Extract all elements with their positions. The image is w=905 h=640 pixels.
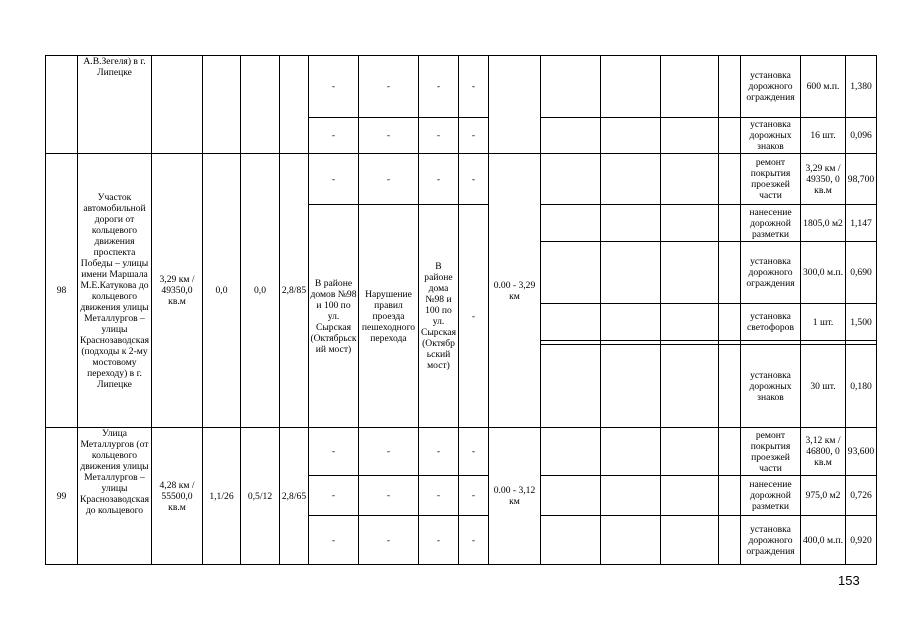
page-number: 153: [838, 573, 860, 588]
quantity-cell: 1805,0 м2: [801, 205, 846, 242]
cell: [541, 476, 601, 516]
length-cell: [152, 56, 203, 154]
cell: 0,0: [241, 154, 280, 428]
table-row: [46, 154, 877, 205]
cell: 1,1/26: [203, 428, 241, 565]
cost-cell: 0,096: [846, 118, 877, 154]
cell: [241, 56, 280, 154]
cell: -: [309, 56, 359, 118]
road-name-cell: А.В.Зегеля) в г. Липецке: [78, 56, 152, 154]
road-works-table: [45, 55, 877, 565]
cell: -: [459, 516, 489, 565]
cell: -: [459, 154, 489, 205]
row-number-cell: 99: [46, 428, 78, 565]
cell: [601, 476, 661, 516]
cell: [601, 345, 661, 428]
road-name-cell: Участок автомобильной дороги от кольцевого движения проспекта Победы – улицы имени Маршала М.Е.Катукова до кольцевого движения улицы Металлургов – улицы Краснозаводская (подходы к 2-му мостовому переходу) в г. Липецке: [78, 154, 152, 428]
cell: [601, 428, 661, 476]
cell: [601, 516, 661, 565]
cell: [661, 428, 719, 476]
quantity-cell: 975,0 м2: [801, 476, 846, 516]
cost-cell: 0,180: [846, 345, 877, 428]
cell: [541, 205, 601, 242]
row-number-cell: [46, 56, 78, 154]
cell: -: [459, 56, 489, 118]
cell: -: [459, 205, 489, 428]
cell: [601, 304, 661, 341]
cell: -: [309, 118, 359, 154]
range-cell: [489, 56, 541, 154]
cell: [719, 56, 741, 118]
cell: [719, 205, 741, 242]
cell: [541, 428, 601, 476]
quantity-cell: 300,0 м.п.: [801, 242, 846, 304]
cell: [719, 476, 741, 516]
cell: [601, 242, 661, 304]
cell: [661, 516, 719, 565]
quantity-cell: 400,0 м.п.: [801, 516, 846, 565]
cell: [541, 154, 601, 205]
cell: -: [359, 476, 419, 516]
cell: [661, 242, 719, 304]
cell: [541, 516, 601, 565]
cell: [719, 154, 741, 205]
work-type-cell: установка дорожного ограждения: [741, 56, 801, 118]
cell: -: [359, 428, 419, 476]
cell: [541, 56, 601, 118]
cell: [541, 304, 601, 341]
table-row: [46, 428, 877, 476]
cell: -: [419, 56, 459, 118]
quantity-cell: 30 шт.: [801, 345, 846, 428]
cell: -: [309, 516, 359, 565]
cost-cell: 0,920: [846, 516, 877, 565]
cell: [719, 304, 741, 341]
cell: -: [419, 476, 459, 516]
range-cell: 0.00 - 3,29 км: [489, 154, 541, 428]
cell: [601, 56, 661, 118]
row-number-cell: 98: [46, 154, 78, 428]
quantity-cell: 600 м.п.: [801, 56, 846, 118]
quantity-cell: 3,29 км / 49350, 0 кв.м: [801, 154, 846, 205]
cell: [601, 205, 661, 242]
cell: -: [359, 56, 419, 118]
length-cell: 3,29 км / 49350,0 кв.м: [152, 154, 203, 428]
cell: [661, 56, 719, 118]
cell: [601, 154, 661, 205]
cell: [280, 56, 309, 154]
cost-cell: 93,600: [846, 428, 877, 476]
road-name-cell: Улица Металлургов (от кольцевого движения улицы Металлургов – улицы Краснозаводская до кольцевого: [78, 428, 152, 565]
length-cell: 4,28 км / 55500,0 кв.м: [152, 428, 203, 565]
cell: [661, 205, 719, 242]
cell: [719, 428, 741, 476]
cell: [203, 56, 241, 154]
work-type-cell: установка дорожного ограждения: [741, 242, 801, 304]
cell: 0,5/12: [241, 428, 280, 565]
cell: [661, 476, 719, 516]
quantity-cell: 16 шт.: [801, 118, 846, 154]
work-type-cell: установка дорожных знаков: [741, 345, 801, 428]
cell: -: [459, 118, 489, 154]
cell: [719, 516, 741, 565]
cell: 0,0: [203, 154, 241, 428]
cell: -: [359, 516, 419, 565]
work-type-cell: установка дорожного ограждения: [741, 516, 801, 565]
cell: [719, 242, 741, 304]
cost-cell: 0,690: [846, 242, 877, 304]
cell: -: [359, 118, 419, 154]
cell: -: [419, 118, 459, 154]
cell: -: [459, 428, 489, 476]
quantity-cell: 1 шт.: [801, 304, 846, 341]
cell: -: [359, 154, 419, 205]
cell: 2,8/65: [280, 428, 309, 565]
cell: -: [309, 428, 359, 476]
table-row: [46, 56, 877, 118]
cell: [661, 345, 719, 428]
cell: 2,8/85: [280, 154, 309, 428]
cell: [719, 118, 741, 154]
cell: -: [419, 516, 459, 565]
cost-cell: 1,147: [846, 205, 877, 242]
cost-cell: 1,380: [846, 56, 877, 118]
range-cell: 0.00 - 3,12 км: [489, 428, 541, 565]
work-type-cell: нанесение дорожной разметки: [741, 476, 801, 516]
cost-cell: 98,700: [846, 154, 877, 205]
issue-cell: Нарушение правил проезда пешеходного перехода: [359, 205, 419, 428]
cost-cell: 0,726: [846, 476, 877, 516]
cell: [541, 118, 601, 154]
cell: [541, 242, 601, 304]
quantity-cell: 3,12 км / 46800, 0 кв.м: [801, 428, 846, 476]
work-type-cell: ремонт покрытия проезжей части: [741, 154, 801, 205]
cell: -: [309, 476, 359, 516]
work-type-cell: ремонт покрытия проезжей части: [741, 428, 801, 476]
cell: [661, 304, 719, 341]
cell: [661, 154, 719, 205]
cell: -: [309, 154, 359, 205]
cell: [719, 345, 741, 428]
work-type-cell: установка дорожных знаков: [741, 118, 801, 154]
cell: [661, 118, 719, 154]
work-type-cell: установка светофоров: [741, 304, 801, 341]
cost-cell: 1,500: [846, 304, 877, 341]
cell: -: [419, 154, 459, 205]
cell: [541, 345, 601, 428]
work-type-cell: нанесение дорожной разметки: [741, 205, 801, 242]
cell: [601, 118, 661, 154]
cell: -: [419, 428, 459, 476]
location-cell: В районе домов №98 и 100 по ул. Сырская (Октябрьский мост): [309, 205, 359, 428]
cell: -: [459, 476, 489, 516]
location-cell: В районе дома №98 и 100 по ул. Сырская (Октябрьский мост): [419, 205, 459, 428]
